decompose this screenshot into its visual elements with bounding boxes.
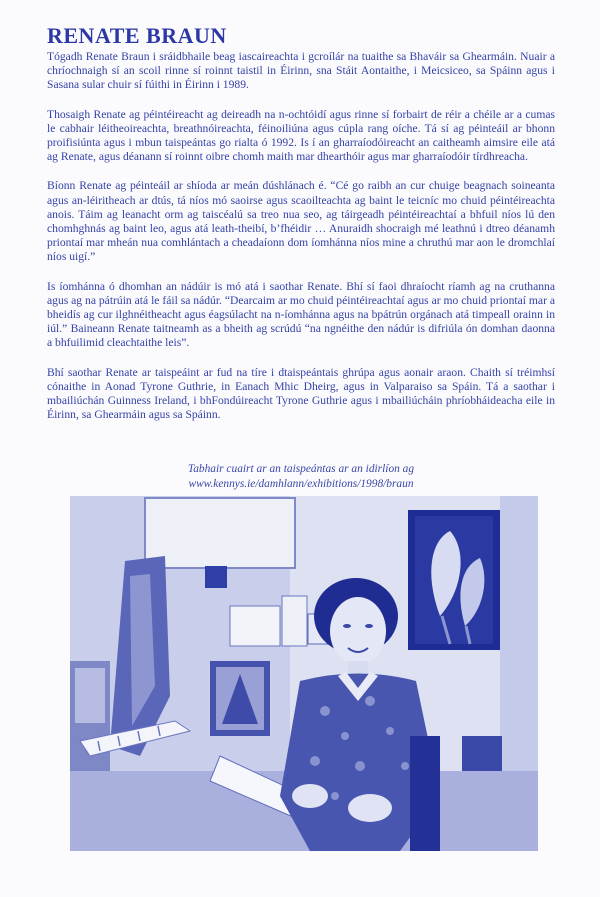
paragraph-3: Bíonn Renate ag péinteáil ar shíoda ar meán dúshlánach é. “Cé go raibh an cur chuige beagnach soineanta agus an-léiritheach ar dtús, tá níos mó saoirse agus scaoilteachta ag baint le teicníc mo chuid péintéireachta anois. Táim ag leanacht orm ag taiscéalú sa treo nua seo, ag táirgeadh péintéireachtaí a bhfuil níos lú den chomhghnás ag baint leo, agus atá leath-theibí, b’fhéidir … Anuraidh shocraigh mé leathnú i dtreo déanamh priontaí mar mheán nua comhlántach a cheadaíonn dom íomhánna níos mine a chruthú mar aon le dromchlaí níos uigí.” (47, 179, 555, 264)
paragraph-1: Tógadh Renate Braun i sráidbhaile beag iascaireachta i gcroílár na tuaithe sa Bhaváir sa Ghearmáin. Nuair a chríochnaigh sí an scoil rinne sí roinnt taistil in Éirinn, sna Stáit Aontaithe, i Meicsiceo, sa Spáinn agus i Sasana sular chuir sí fúithi in Éirinn i 1989. (47, 50, 555, 92)
artist-photo (70, 496, 538, 851)
page-title: RENATE BRAUN (47, 22, 227, 48)
paragraph-5: Bhí saothar Renate ar taispeáint ar fud na tíre i dtaispeántais ghrúpa agus aonair araon. Chaith sí tréimhsí cónaithe in Aonad Tyrone Guthrie, in Eanach Mhic Dheirg, agus in Valparaiso sa Spáin. Tá a saothar i mbailiúchán Guinness Ireland, i bhFondúireacht Tyrone Guthrie agus i mbailiúcháin phríobháideacha eile in Éirinn, sa Ghearmáin agus sa Spáinn. (47, 365, 555, 422)
paragraph-4: Is íomhánna ó dhomhan an nádúir is mó atá i saothar Renate. Bhí sí faoi dhraíocht ríamh ag na cruthanna agus ag na pátrúin atá le fáil sa nádúr. “Dearcaim ar mo chuid péintéireachtaí agus ar mo chuid priontaí mar a bheidís ag cur ilghnéitheacht agus éagsúlacht na n-íomhánna agus na bpátrún orgánach atá timpeall orainn in iúl.” Baineann Renate taitneamh as a bheith ag scrúdú “na ngnéithe den nádúr is difriúla ón domhan daonna a bhfuilimid cleachtaithe leis”. (47, 279, 555, 350)
caption-url[interactable]: www.kennys.ie/damhlann/exhibitions/1998/braun (188, 477, 414, 490)
article-body (47, 50, 555, 437)
photo-caption (47, 462, 555, 491)
caption-line-1: Tabhair cuairt ar an taispeántas ar an idirlíon ag (187, 463, 415, 475)
artist-photo-image (70, 496, 538, 851)
paragraph-2: Thosaigh Renate ag péintéireacht ag deireadh na n-ochtóidí agus rinne sí forbairt de réir a chéile ar a cumas le cabhair léitheoireachta, breathnóireachta, féinoiliúna agus cúpla rang oíche. Tá sí ag péinteáil ar bhonn proifisiúnta agus i mbun taispeántas go rialta ó 1992. Is í an gharraíodóireacht an caitheamh aimsire eile atá ag Renate, agus déanann sí roinnt oibre chomh maith mar dhearthóir agus mar gharraíodóir tírdhreacha. (47, 107, 555, 164)
